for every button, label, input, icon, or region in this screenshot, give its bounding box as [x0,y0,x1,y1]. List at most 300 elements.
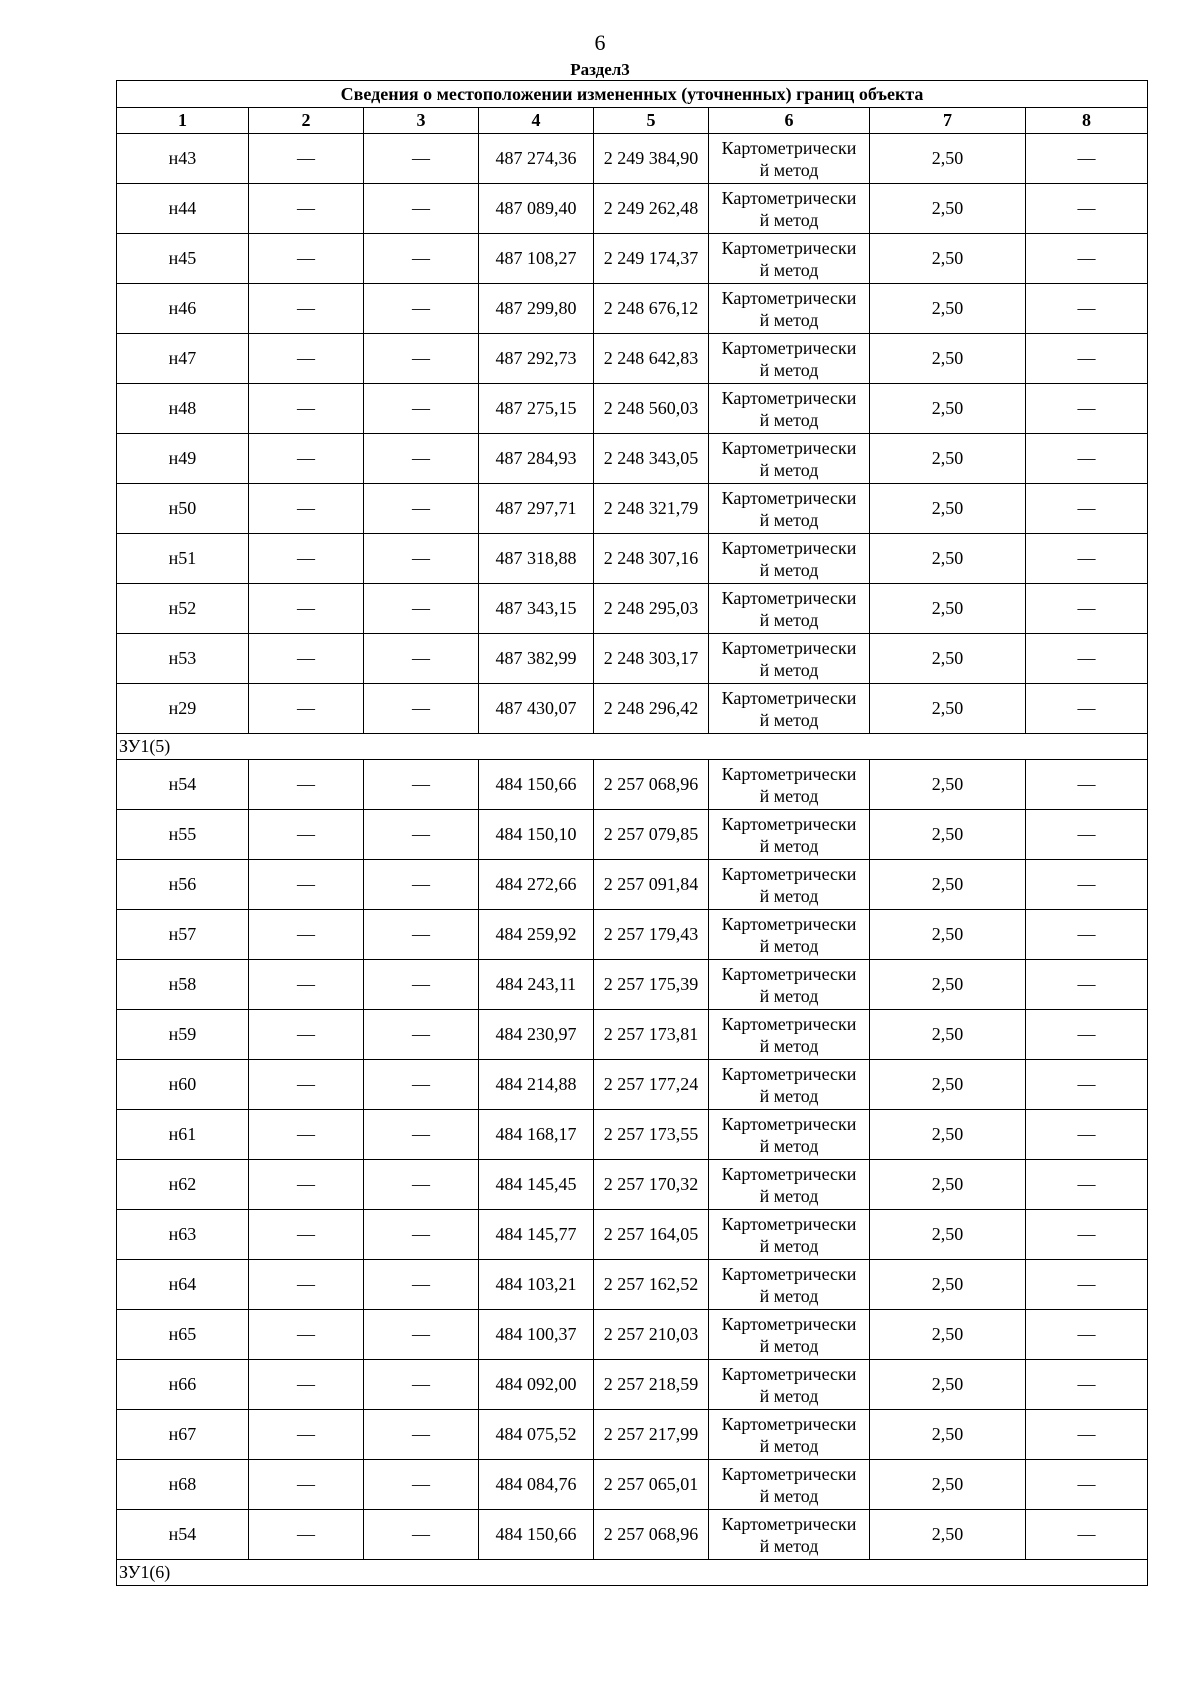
col2-cell: — [249,284,364,334]
col3-cell: — [364,1310,479,1360]
method-line-1: Картометрически [721,1513,857,1534]
method-line-2: й метод [759,1285,819,1306]
x-coordinate-cell: 487 108,27 [479,234,594,284]
table-row [117,1060,1148,1110]
col2-cell: — [249,484,364,534]
group-label: ЗУ1(6) [117,1560,1148,1586]
table-row [117,1460,1148,1510]
column-number-header: 4 [479,108,594,134]
point-id-cell: н60 [117,1060,249,1110]
y-coordinate-cell: 2 257 175,39 [594,960,709,1010]
accuracy-cell: 2,50 [870,184,1026,234]
method-cell [709,484,870,534]
x-coordinate-cell: 484 075,52 [479,1410,594,1460]
table-row [117,1310,1148,1360]
y-coordinate-cell: 2 257 173,81 [594,1010,709,1060]
method-line-2: й метод [759,659,819,680]
method-cell [709,1410,870,1460]
y-coordinate-cell: 2 257 177,24 [594,1060,709,1110]
method-line-1: Картометрически [721,137,857,158]
method-line-1: Картометрически [721,487,857,508]
method-cell [709,684,870,734]
method-line-2: й метод [759,1235,819,1256]
method-line-2: й метод [759,409,819,430]
col8-cell: — [1026,634,1148,684]
point-id-cell: н29 [117,684,249,734]
table-row [117,960,1148,1010]
method-line-1: Картометрически [721,1263,857,1284]
y-coordinate-cell: 2 257 068,96 [594,760,709,810]
accuracy-cell: 2,50 [870,634,1026,684]
col2-cell: — [249,1410,364,1460]
accuracy-cell: 2,50 [870,760,1026,810]
method-line-2: й метод [759,985,819,1006]
method-line-2: й метод [759,935,819,956]
method-cell [709,760,870,810]
y-coordinate-cell: 2 248 560,03 [594,384,709,434]
point-id-cell: н65 [117,1310,249,1360]
method-line-2: й метод [759,559,819,580]
x-coordinate-cell: 484 259,92 [479,910,594,960]
col3-cell: — [364,634,479,684]
accuracy-cell: 2,50 [870,1160,1026,1210]
method-line-1: Картометрически [721,187,857,208]
col2-cell: — [249,184,364,234]
point-id-cell: н67 [117,1410,249,1460]
group-row [117,1560,1148,1586]
method-line-2: й метод [759,509,819,530]
col8-cell: — [1026,684,1148,734]
method-cell [709,584,870,634]
method-line-2: й метод [759,1135,819,1156]
table-row [117,1010,1148,1060]
accuracy-cell: 2,50 [870,584,1026,634]
column-number-header: 7 [870,108,1026,134]
col3-cell: — [364,134,479,184]
y-coordinate-cell: 2 257 065,01 [594,1460,709,1510]
accuracy-cell: 2,50 [870,1460,1026,1510]
method-line-1: Картометрически [721,387,857,408]
col8-cell: — [1026,384,1148,434]
column-number-header: 8 [1026,108,1148,134]
method-line-1: Картометрически [721,1413,857,1434]
point-id-cell: н52 [117,584,249,634]
method-line-1: Картометрически [721,963,857,984]
method-line-1: Картометрически [721,863,857,884]
column-number-header: 5 [594,108,709,134]
col3-cell: — [364,434,479,484]
x-coordinate-cell: 484 084,76 [479,1460,594,1510]
method-line-2: й метод [759,1335,819,1356]
table-row [117,534,1148,584]
method-cell [709,634,870,684]
point-id-cell: н43 [117,134,249,184]
point-id-cell: н45 [117,234,249,284]
x-coordinate-cell: 487 275,15 [479,384,594,434]
point-id-cell: н64 [117,1260,249,1310]
x-coordinate-cell: 484 243,11 [479,960,594,1010]
accuracy-cell: 2,50 [870,434,1026,484]
col2-cell: — [249,1460,364,1510]
table-row [117,910,1148,960]
x-coordinate-cell: 484 103,21 [479,1260,594,1310]
method-line-2: й метод [759,309,819,330]
method-line-2: й метод [759,1035,819,1056]
table-row [117,760,1148,810]
x-coordinate-cell: 487 292,73 [479,334,594,384]
table-row [117,334,1148,384]
accuracy-cell: 2,50 [870,1110,1026,1160]
col8-cell: — [1026,1310,1148,1360]
method-line-2: й метод [759,885,819,906]
table-row [117,1260,1148,1310]
x-coordinate-cell: 487 299,80 [479,284,594,334]
col8-cell: — [1026,334,1148,384]
col2-cell: — [249,234,364,284]
col2-cell: — [249,1510,364,1560]
col2-cell: — [249,810,364,860]
table-row [117,484,1148,534]
column-number-header: 3 [364,108,479,134]
method-line-1: Картометрически [721,1313,857,1334]
point-id-cell: н59 [117,1010,249,1060]
col2-cell: — [249,910,364,960]
method-cell [709,860,870,910]
table-row [117,184,1148,234]
x-coordinate-cell: 487 274,36 [479,134,594,184]
col3-cell: — [364,1510,479,1560]
col8-cell: — [1026,960,1148,1010]
y-coordinate-cell: 2 257 218,59 [594,1360,709,1410]
method-line-2: й метод [759,1185,819,1206]
col2-cell: — [249,1260,364,1310]
method-line-2: й метод [759,359,819,380]
accuracy-cell: 2,50 [870,960,1026,1010]
point-id-cell: н54 [117,760,249,810]
col2-cell: — [249,334,364,384]
point-id-cell: н58 [117,960,249,1010]
method-line-1: Картометрически [721,913,857,934]
method-line-2: й метод [759,259,819,280]
col3-cell: — [364,760,479,810]
col3-cell: — [364,1460,479,1510]
method-cell [709,1310,870,1360]
method-line-1: Картометрически [721,687,857,708]
x-coordinate-cell: 487 343,15 [479,584,594,634]
point-id-cell: н51 [117,534,249,584]
col2-cell: — [249,634,364,684]
x-coordinate-cell: 484 150,66 [479,760,594,810]
y-coordinate-cell: 2 257 217,99 [594,1410,709,1460]
method-line-1: Картометрически [721,813,857,834]
col8-cell: — [1026,484,1148,534]
col8-cell: — [1026,1160,1148,1210]
method-line-1: Картометрически [721,1063,857,1084]
y-coordinate-cell: 2 257 164,05 [594,1210,709,1260]
method-line-2: й метод [759,209,819,230]
y-coordinate-cell: 2 248 343,05 [594,434,709,484]
y-coordinate-cell: 2 257 173,55 [594,1110,709,1160]
y-coordinate-cell: 2 249 174,37 [594,234,709,284]
accuracy-cell: 2,50 [870,1210,1026,1260]
x-coordinate-cell: 484 214,88 [479,1060,594,1110]
method-cell [709,384,870,434]
accuracy-cell: 2,50 [870,334,1026,384]
y-coordinate-cell: 2 257 091,84 [594,860,709,910]
method-cell [709,1460,870,1510]
col8-cell: — [1026,284,1148,334]
col2-cell: — [249,1210,364,1260]
col8-cell: — [1026,434,1148,484]
method-cell [709,1110,870,1160]
table-row [117,1410,1148,1460]
point-id-cell: н44 [117,184,249,234]
col8-cell: — [1026,860,1148,910]
col2-cell: — [249,860,364,910]
method-line-2: й метод [759,785,819,806]
x-coordinate-cell: 484 230,97 [479,1010,594,1060]
col8-cell: — [1026,1110,1148,1160]
table-row [117,134,1148,184]
y-coordinate-cell: 2 249 384,90 [594,134,709,184]
x-coordinate-cell: 484 168,17 [479,1110,594,1160]
method-line-1: Картометрически [721,437,857,458]
col8-cell: — [1026,1460,1148,1510]
point-id-cell: н53 [117,634,249,684]
x-coordinate-cell: 487 297,71 [479,484,594,534]
accuracy-cell: 2,50 [870,1410,1026,1460]
y-coordinate-cell: 2 248 295,03 [594,584,709,634]
method-line-2: й метод [759,459,819,480]
point-id-cell: н46 [117,284,249,334]
method-cell [709,1210,870,1260]
x-coordinate-cell: 487 382,99 [479,634,594,684]
x-coordinate-cell: 484 272,66 [479,860,594,910]
column-number-header: 2 [249,108,364,134]
method-cell [709,284,870,334]
method-line-2: й метод [759,1385,819,1406]
col8-cell: — [1026,1060,1148,1110]
col8-cell: — [1026,1210,1148,1260]
point-id-cell: н61 [117,1110,249,1160]
col2-cell: — [249,1060,364,1110]
table-row [117,584,1148,634]
col8-cell: — [1026,1360,1148,1410]
x-coordinate-cell: 484 145,45 [479,1160,594,1210]
col8-cell: — [1026,1260,1148,1310]
col3-cell: — [364,484,479,534]
method-line-1: Картометрически [721,1013,857,1034]
point-id-cell: н54 [117,1510,249,1560]
point-id-cell: н63 [117,1210,249,1260]
col3-cell: — [364,284,479,334]
col2-cell: — [249,1110,364,1160]
col3-cell: — [364,960,479,1010]
table-row [117,234,1148,284]
table-row [117,434,1148,484]
col2-cell: — [249,760,364,810]
col3-cell: — [364,910,479,960]
col2-cell: — [249,534,364,584]
accuracy-cell: 2,50 [870,1510,1026,1560]
x-coordinate-cell: 484 100,37 [479,1310,594,1360]
table-row [117,634,1148,684]
method-line-1: Картометрически [721,287,857,308]
method-line-2: й метод [759,1435,819,1456]
col3-cell: — [364,184,479,234]
accuracy-cell: 2,50 [870,810,1026,860]
col2-cell: — [249,1310,364,1360]
table-row [117,1110,1148,1160]
table-row [117,1510,1148,1560]
method-line-1: Картометрически [721,1363,857,1384]
accuracy-cell: 2,50 [870,134,1026,184]
col3-cell: — [364,1360,479,1410]
col3-cell: — [364,584,479,634]
col3-cell: — [364,860,479,910]
col2-cell: — [249,960,364,1010]
accuracy-cell: 2,50 [870,1310,1026,1360]
y-coordinate-cell: 2 248 296,42 [594,684,709,734]
col3-cell: — [364,684,479,734]
method-line-1: Картометрически [721,1113,857,1134]
method-cell [709,960,870,1010]
method-cell [709,434,870,484]
col2-cell: — [249,434,364,484]
col3-cell: — [364,810,479,860]
method-line-2: й метод [759,1085,819,1106]
accuracy-cell: 2,50 [870,1060,1026,1110]
method-cell [709,334,870,384]
col8-cell: — [1026,810,1148,860]
table-row [117,860,1148,910]
group-label: ЗУ1(5) [117,734,1148,760]
col3-cell: — [364,534,479,584]
x-coordinate-cell: 487 430,07 [479,684,594,734]
column-number-header: 6 [709,108,870,134]
accuracy-cell: 2,50 [870,860,1026,910]
x-coordinate-cell: 484 092,00 [479,1360,594,1410]
method-line-2: й метод [759,835,819,856]
col8-cell: — [1026,584,1148,634]
x-coordinate-cell: 484 145,77 [479,1210,594,1260]
method-line-2: й метод [759,609,819,630]
col3-cell: — [364,1160,479,1210]
col3-cell: — [364,1110,479,1160]
col2-cell: — [249,1010,364,1060]
y-coordinate-cell: 2 248 307,16 [594,534,709,584]
method-cell [709,1510,870,1560]
y-coordinate-cell: 2 257 068,96 [594,1510,709,1560]
accuracy-cell: 2,50 [870,384,1026,434]
col2-cell: — [249,1360,364,1410]
method-cell [709,134,870,184]
x-coordinate-cell: 484 150,66 [479,1510,594,1560]
col3-cell: — [364,1210,479,1260]
group-row [117,734,1148,760]
y-coordinate-cell: 2 248 303,17 [594,634,709,684]
method-cell [709,184,870,234]
y-coordinate-cell: 2 248 321,79 [594,484,709,534]
method-line-2: й метод [759,159,819,180]
y-coordinate-cell: 2 248 676,12 [594,284,709,334]
accuracy-cell: 2,50 [870,534,1026,584]
table-row [117,810,1148,860]
table-row [117,684,1148,734]
col8-cell: — [1026,910,1148,960]
method-line-2: й метод [759,1485,819,1506]
table-row [117,384,1148,434]
col2-cell: — [249,584,364,634]
accuracy-cell: 2,50 [870,284,1026,334]
col8-cell: — [1026,760,1148,810]
method-cell [709,1160,870,1210]
method-line-2: й метод [759,709,819,730]
table-row [117,284,1148,334]
x-coordinate-cell: 487 089,40 [479,184,594,234]
y-coordinate-cell: 2 257 210,03 [594,1310,709,1360]
point-id-cell: н62 [117,1160,249,1210]
accuracy-cell: 2,50 [870,234,1026,284]
y-coordinate-cell: 2 248 642,83 [594,334,709,384]
col3-cell: — [364,334,479,384]
col2-cell: — [249,134,364,184]
x-coordinate-cell: 487 318,88 [479,534,594,584]
table-row [117,1210,1148,1260]
col2-cell: — [249,684,364,734]
page-number: 6 [594,30,606,55]
point-id-cell: н50 [117,484,249,534]
col8-cell: — [1026,134,1148,184]
method-cell [709,910,870,960]
col8-cell: — [1026,1510,1148,1560]
method-cell [709,234,870,284]
accuracy-cell: 2,50 [870,484,1026,534]
y-coordinate-cell: 2 249 262,48 [594,184,709,234]
point-id-cell: н66 [117,1360,249,1410]
point-id-cell: н68 [117,1460,249,1510]
column-number-header: 1 [117,108,249,134]
table-row [117,1160,1148,1210]
col8-cell: — [1026,534,1148,584]
col8-cell: — [1026,1010,1148,1060]
method-line-1: Картометрически [721,537,857,558]
method-cell [709,1360,870,1410]
method-line-1: Картометрически [721,337,857,358]
table-row [117,1360,1148,1410]
method-line-1: Картометрически [721,587,857,608]
method-line-1: Картометрически [721,237,857,258]
y-coordinate-cell: 2 257 162,52 [594,1260,709,1310]
accuracy-cell: 2,50 [870,1260,1026,1310]
accuracy-cell: 2,50 [870,684,1026,734]
point-id-cell: н48 [117,384,249,434]
method-cell [709,1010,870,1060]
method-cell [709,1260,870,1310]
method-line-2: й метод [759,1535,819,1556]
y-coordinate-cell: 2 257 170,32 [594,1160,709,1210]
col2-cell: — [249,384,364,434]
section-title: Раздел3 [570,60,630,79]
col3-cell: — [364,1410,479,1460]
point-id-cell: н57 [117,910,249,960]
point-id-cell: н49 [117,434,249,484]
col3-cell: — [364,384,479,434]
col8-cell: — [1026,234,1148,284]
method-line-1: Картометрически [721,763,857,784]
method-line-1: Картометрически [721,1213,857,1234]
col3-cell: — [364,1260,479,1310]
